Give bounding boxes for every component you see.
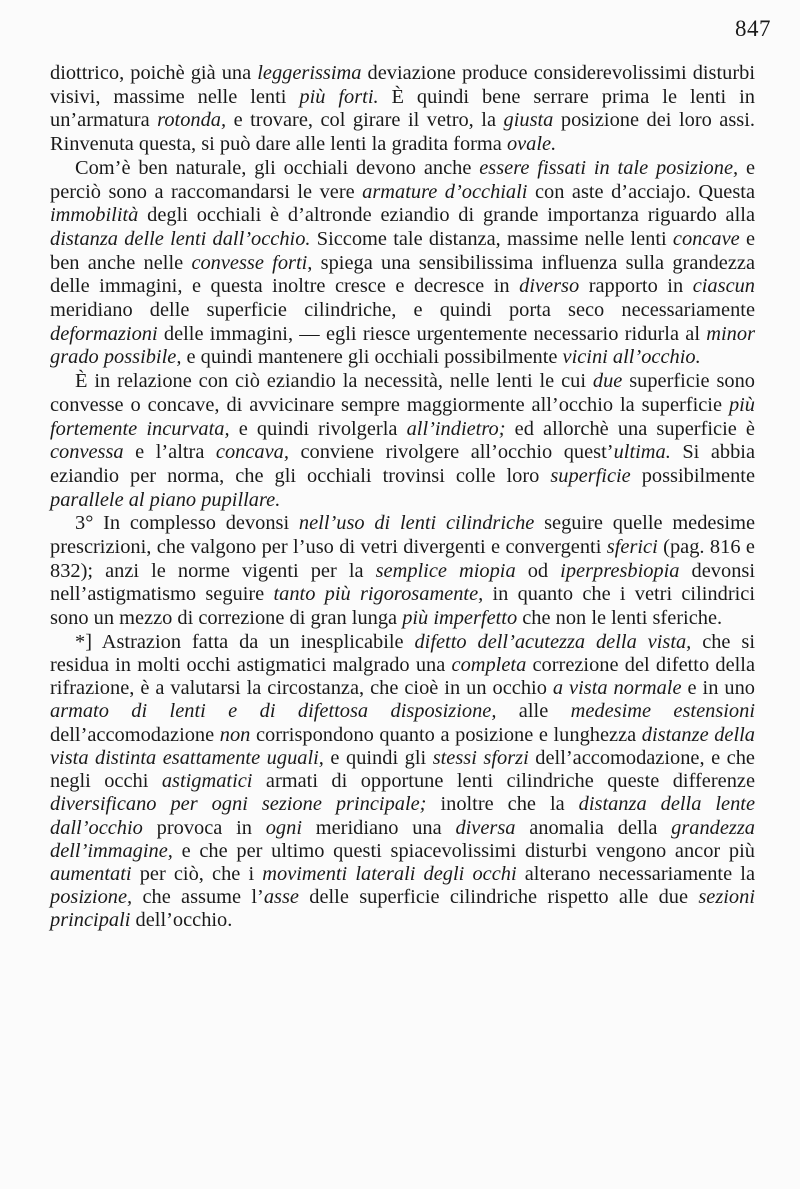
text-run: conviene rivolgere all’occhio quest’ [288,441,614,464]
text-run: meridiano una [302,816,456,839]
paragraph-1 [50,62,755,157]
text-run: armati di opportune lenti cilindriche queste differenze [252,770,755,793]
text-run: seguire quelle medesime prescrizioni, che valgono per l’uso di vetri divergenti e convergenti [50,512,755,559]
text-run: alterano necessariamente la [516,862,756,885]
text-run: possibilmente [630,464,755,487]
italic-text: superficie [550,464,631,487]
text-run: deviazione produce considerevolissimi disturbi visivi, massime nelle lenti [50,62,755,108]
italic-text: minor grado possibile, [50,322,755,369]
text-run: delle immagini, — egli riesce urgentemente necessario ridurla al [157,322,707,345]
italic-text: distanze della vista distinta esattamente uguali, [50,723,755,769]
paragraph-3 [50,370,755,512]
italic-text: a vista normale [552,677,682,700]
italic-text: concave [672,227,740,250]
italic-text: sezioni principali [50,886,755,932]
text-run: ed allorchè una superficie è [505,417,755,440]
text-run: e quindi mantenere gli occhiali possibilmente [181,346,563,369]
text-run: in quanto che i vetri cilindrici sono un mezzo di correzione di gran lunga [50,583,755,630]
italic-text: diverso [519,275,580,298]
italic-text: armato di lenti e di difettosa disposizione, [50,700,497,723]
text-run: che non le lenti sferiche. [517,607,723,630]
text-run: diottrico, poichè già una [50,62,258,84]
italic-text: armature d’occhiali [362,180,528,203]
italic-text: vicini all’occhio. [562,346,701,369]
text-run: correzione del difetto della rifrazione, è a valutarsi la circostanza, che cioè in un occhio [50,654,756,700]
italic-text: rotonda, [157,109,227,132]
text-run: per ciò, che i [131,862,263,885]
text-run: È in relazione con ciò eziandio la necessità, nelle lenti le cui [75,370,593,393]
text-run: provoca in [142,816,266,839]
text-run: e trovare, col girare il vetro, la [226,109,504,132]
text-run: Com’è ben naturale, gli occhiali devono anche [75,156,480,179]
text-run: che si residua in molti occhi astigmatici malgrado una [50,630,755,677]
text-run: e ben anche nelle [50,227,756,274]
italic-text: convessa [50,441,124,464]
italic-text: distanza delle lenti dall’occhio. [50,227,311,250]
text-run: degli occhiali è d’altronde eziandio di grande importanza riguardo alla [138,204,755,227]
italic-text: astigmatici [161,770,253,793]
italic-text: nell’uso di lenti cilindriche [298,512,535,535]
italic-text: giusta [503,109,554,132]
italic-text: più fortemente incurvata, [50,393,755,440]
text-run: che assume l’ [132,886,264,909]
text-run: e quindi rivolgerla [229,417,407,440]
italic-text: movimenti laterali degli occhi [262,862,517,885]
italic-text: semplice miopia [375,559,516,582]
paragraph-2 [50,157,755,370]
text-run: Siccome tale distanza, massime nelle lenti [310,227,673,250]
text-run: Si abbia eziandio per norma, che gli occhiali trovinsi colle loro [50,441,755,487]
italic-text: diversificano per ogni sezione principale; [50,793,427,816]
italic-text: sferici [606,536,658,559]
text-run: superficie sono convesse o concave, di avvicinare sempre maggiormente all’occhio la superficie [50,370,755,416]
italic-text: tanto più rigorosamente, [273,583,484,606]
text-run: delle superficie cilindriche rispetto alle due [298,886,699,909]
text-run: rapporto in [579,275,693,298]
text-run: inoltre che la [426,793,579,816]
italic-text: stessi sforzi [432,746,529,769]
italic-text: medesime estensioni [570,700,755,723]
italic-text: non [219,723,251,746]
italic-text: concava, [215,441,289,464]
text-run: alle [496,700,571,723]
italic-text: due [592,370,623,393]
text-run: e che per ultimo questi spiacevolissimi disturbi vengono ancor più [172,839,755,862]
italic-text: grandezza dell’immagine, [50,816,755,862]
text-run: dell’accomodazione, e che negli occhi [50,746,755,793]
italic-text: ciascun [692,275,756,298]
italic-text: difetto dell’acutezza della vista, [414,630,692,653]
italic-text: convesse forti, [191,251,313,274]
text-run: corrispondono quanto a posizione e lunghezza [250,723,642,746]
text-run: posizione dei loro assi. Rinvenuta questa, si può dare alle lenti la gradita forma [50,109,755,156]
text-run: e quindi gli [323,746,433,769]
italic-text: ultima. [613,441,671,464]
page-number: 847 [735,16,771,41]
text-run: e in uno [681,677,755,700]
page-body [50,62,755,933]
text-run: con aste d’acciajo. Questa [527,180,756,203]
text-run: dell’accomodazione [50,723,220,746]
text-run: spiega una sensibilissima influenza sulla grandezza delle immagini, e questa inoltre cresce e decresce in [50,251,755,298]
text-run: devonsi nell’astigmatismo seguire [50,559,755,606]
italic-text: iperpresbiopia [560,559,680,582]
text-run: od [515,559,561,582]
italic-text: all’indietro; [406,417,506,440]
text-run: È quindi bene serrare prima le lenti in un’armatura [50,85,755,132]
text-run: anomalia della [515,816,672,839]
italic-text: più imperfetto [402,607,518,630]
footnote-paragraph [50,631,755,933]
text-run: dell’occhio. [130,909,233,932]
text-run: 3° In complesso devonsi [75,512,299,535]
italic-text: immobilità [50,204,139,227]
italic-text: deformazioni [50,322,158,345]
italic-text: aumentati [50,862,132,885]
italic-text: distanza della lente dall’occhio [50,793,756,839]
italic-text: più forti. [299,85,379,108]
italic-text: posizione, [50,886,133,909]
italic-text: completa [451,654,527,677]
italic-text: ovale. [506,133,557,156]
text-run: e perciò sono a raccomandarsi le vere [50,156,756,203]
italic-text: leggerissima [257,62,362,84]
italic-text: parallele al piano pupillare. [50,488,281,511]
text-run: *] Astrazion fatta da un inesplicabile [75,630,415,653]
text-run: e l’altra [123,441,216,464]
italic-text: ogni [265,816,302,839]
italic-text: diversa [455,816,516,839]
italic-text: essere fissati in tale posizione, [479,156,739,179]
italic-text: asse [263,886,299,909]
text-run: meridiano delle superficie cilindriche, e quindi porta seco necessariamente [50,299,755,322]
paragraph-4 [50,512,755,631]
text-run: (pag. 816 e 832); anzi le norme vigenti per la [50,536,755,582]
